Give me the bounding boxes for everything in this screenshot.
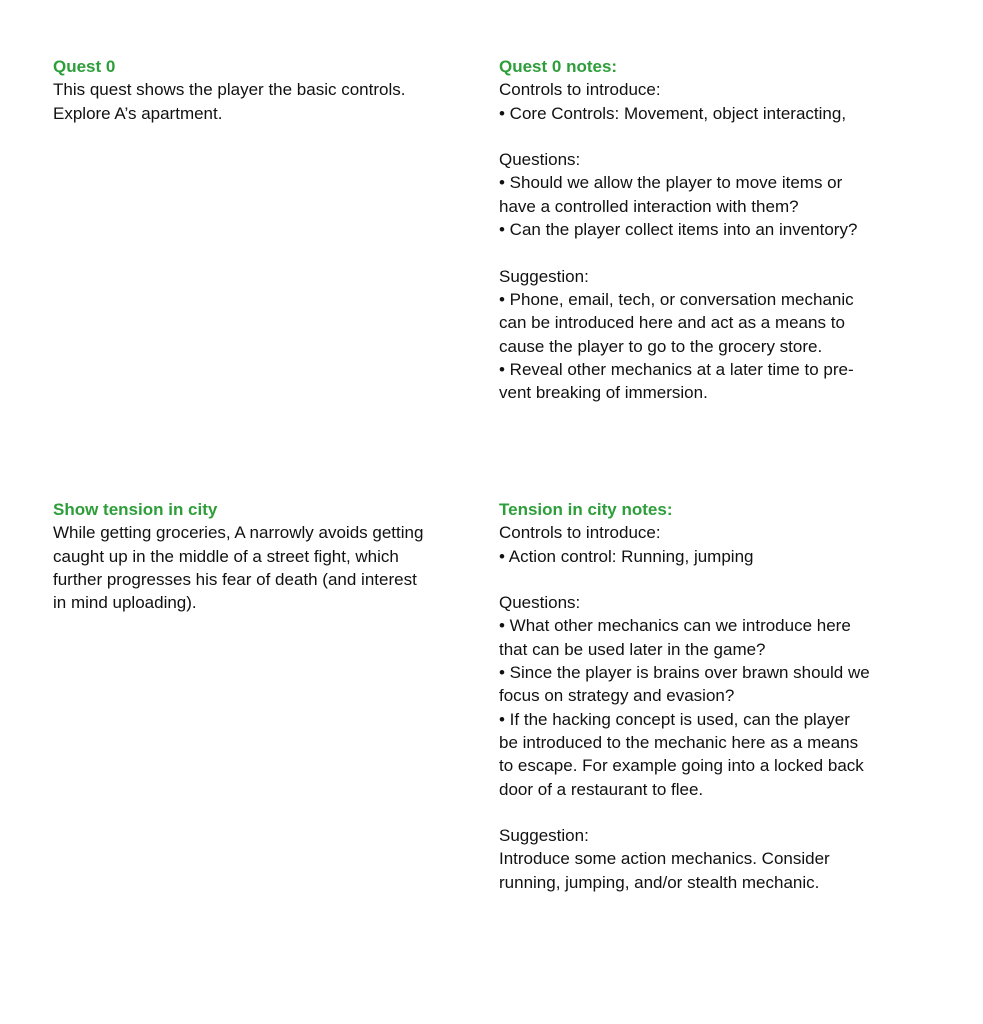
questions-line: • Since the player is brains over brawn should we <box>499 663 870 683</box>
quest0-notes-section <box>499 55 949 404</box>
quest0-notes-heading: Quest 0 notes: <box>499 57 618 76</box>
questions-line: • Can the player collect items into an inventory? <box>499 220 858 240</box>
tension-description-line: further progresses his fear of death (and interest <box>53 569 417 589</box>
questions-line: door of a restaurant to flee. <box>499 779 704 799</box>
tension-section <box>53 498 483 614</box>
questions-line: have a controlled interaction with them? <box>499 196 799 216</box>
controls-title: Controls to introduce: <box>499 523 661 543</box>
spacer <box>499 801 949 824</box>
suggestion-title: Suggestion: <box>499 266 589 286</box>
quest0-description-line: This quest shows the player the basic controls. <box>53 80 406 100</box>
questions-line: • Should we allow the player to move items or <box>499 173 843 193</box>
spacer <box>499 125 949 148</box>
questions-line: be introduced to the mechanic here as a means <box>499 732 859 752</box>
spacer <box>499 568 949 591</box>
suggestion-line: cause the player to go to the grocery store. <box>499 336 823 356</box>
tension-notes-section <box>499 498 949 894</box>
controls-line: • Core Controls: Movement, object interacting, <box>499 103 847 123</box>
tension-description-line: caught up in the middle of a street fight, which <box>53 546 399 566</box>
quest0-description-line: Explore A’s apartment. <box>53 103 223 123</box>
quest0-section <box>53 55 473 125</box>
questions-line: focus on strategy and evasion? <box>499 686 735 706</box>
suggestion-line: • Phone, email, tech, or conversation mechanic <box>499 289 854 309</box>
suggestion-title: Suggestion: <box>499 826 589 846</box>
tension-description-line: While getting groceries, A narrowly avoids getting <box>53 523 424 543</box>
suggestion-line: running, jumping, and/or stealth mechanic. <box>499 872 820 892</box>
spacer <box>499 241 949 264</box>
suggestion-line: can be introduced here and act as a means to <box>499 313 845 333</box>
questions-title: Questions: <box>499 150 581 170</box>
suggestion-line: • Reveal other mechanics at a later time to pre- <box>499 359 854 379</box>
quest0-heading: Quest 0 <box>53 57 116 76</box>
suggestion-line: vent breaking of immersion. <box>499 383 708 403</box>
questions-line: that can be used later in the game? <box>499 639 766 659</box>
tension-notes-heading: Tension in city notes: <box>499 500 673 519</box>
controls-line: • Action control: Running, jumping <box>499 546 754 566</box>
questions-title: Questions: <box>499 593 581 613</box>
questions-line: • If the hacking concept is used, can the player <box>499 709 850 729</box>
controls-title: Controls to introduce: <box>499 80 661 100</box>
questions-line: • What other mechanics can we introduce here <box>499 616 851 636</box>
tension-heading: Show tension in city <box>53 500 218 519</box>
tension-description-line: in mind uploading). <box>53 593 197 613</box>
suggestion-line: Introduce some action mechanics. Consider <box>499 849 830 869</box>
questions-line: to escape. For example going into a locked back <box>499 756 864 776</box>
